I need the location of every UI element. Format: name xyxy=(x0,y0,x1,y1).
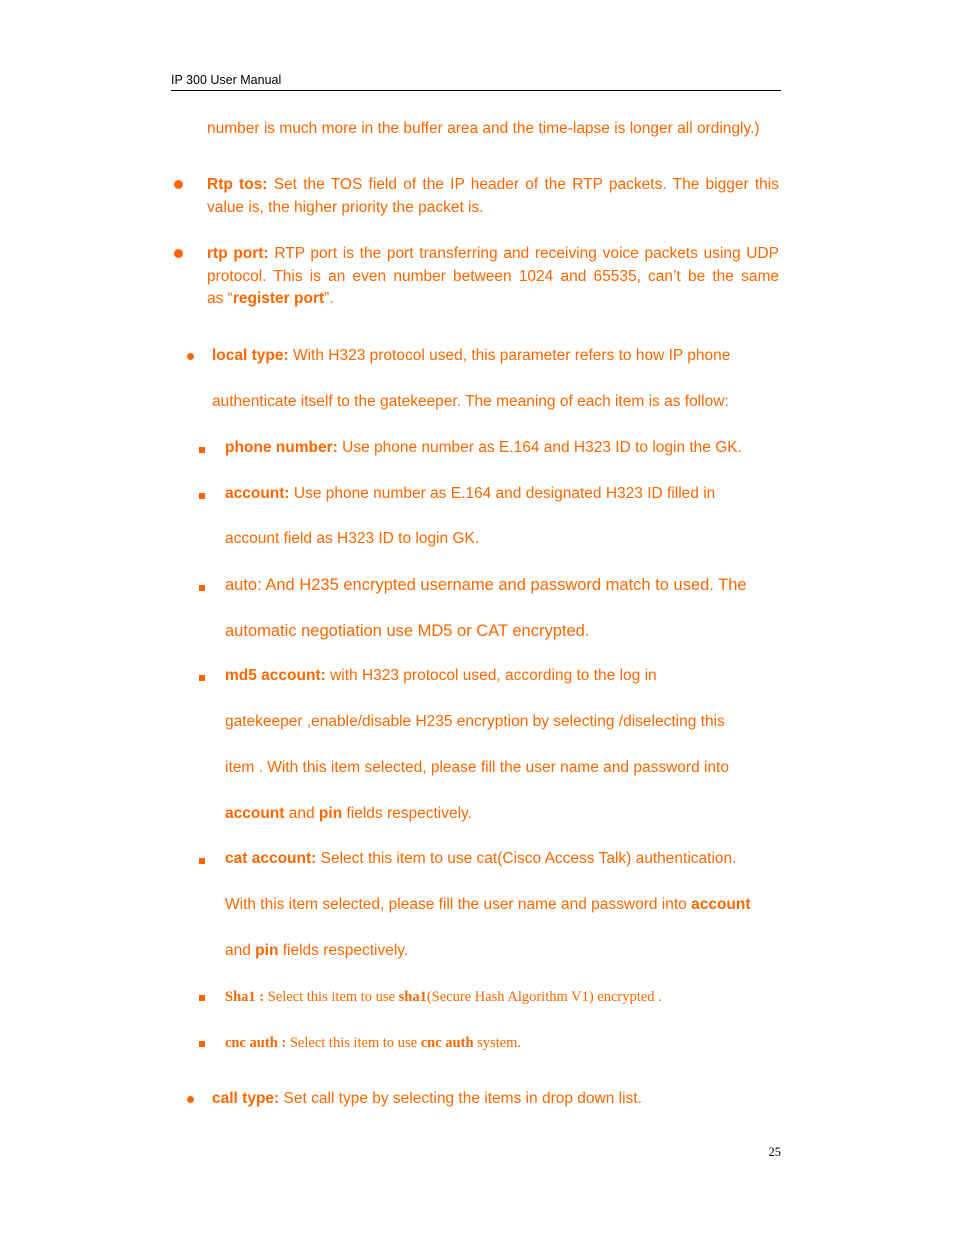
item-auto: auto: And H235 encrypted username and password match to used. The xyxy=(225,576,747,594)
item-account: account: Use phone number as E.164 and designated H323 ID filled in xyxy=(225,485,716,502)
bullet-icon xyxy=(174,180,183,189)
item-cat-account-cont-1: With this item selected, please fill the user name and password into account xyxy=(225,896,751,913)
item-cnc-auth: cnc auth : Select this item to use cnc auth system. xyxy=(225,1035,522,1051)
item-md5-account-cont-2: item . With this item selected, please fill the user name and password into xyxy=(225,759,729,776)
bullet-icon xyxy=(187,1096,194,1103)
item-call-type: call type: Set call type by selecting the items in drop down list. xyxy=(212,1090,642,1107)
item-md5-account: md5 account: with H323 protocol used, according to the log in xyxy=(225,667,657,684)
item-md5-account-cont-3: account and pin fields respectively. xyxy=(225,805,472,822)
square-bullet-icon xyxy=(199,675,205,681)
intro-line: number is much more in the buffer area and the time-lapse is longer all ordingly.) xyxy=(207,120,760,137)
item-auto-cont: automatic negotiation use MD5 or CAT encrypted. xyxy=(225,622,590,640)
item-cat-account: cat account: Select this item to use cat(Cisco Access Talk) authentication. xyxy=(225,850,737,867)
square-bullet-icon xyxy=(199,995,205,1001)
item-local-type-cont: authenticate itself to the gatekeeper. The meaning of each item is as follow: xyxy=(212,393,729,410)
item-account-cont: account field as H323 ID to login GK. xyxy=(225,530,480,547)
square-bullet-icon xyxy=(199,585,205,591)
item-local-type: local type: With H323 protocol used, this parameter refers to how IP phone xyxy=(212,347,731,364)
square-bullet-icon xyxy=(199,1041,205,1047)
item-md5-account-cont-1: gatekeeper ,enable/disable H235 encryption by selecting /diselecting this xyxy=(225,713,725,730)
square-bullet-icon xyxy=(199,447,205,453)
page-header xyxy=(171,72,781,91)
header-title: IP 300 User Manual xyxy=(171,73,282,87)
item-rtp-port: rtp port: RTP port is the port transferring and receiving voice packets using UDP protocol. This is an even number between 1024 and 65535, can’t be the same as “register port”. xyxy=(207,245,779,307)
page-number: 25 xyxy=(768,1145,781,1159)
square-bullet-icon xyxy=(199,493,205,499)
item-cat-account-cont-2: and pin fields respectively. xyxy=(225,942,409,959)
item-phone-number: phone number: Use phone number as E.164 and H323 ID to login the GK. xyxy=(225,439,742,456)
bullet-icon xyxy=(187,353,194,360)
item-sha1: Sha1 : Select this item to use sha1(Secure Hash Algorithm V1) encrypted . xyxy=(225,989,662,1005)
item-rtp-tos: Rtp tos: Set the TOS field of the IP header of the RTP packets. The bigger this value is, the higher priority the packet is. xyxy=(207,176,779,216)
square-bullet-icon xyxy=(199,858,205,864)
bullet-icon xyxy=(174,249,183,258)
